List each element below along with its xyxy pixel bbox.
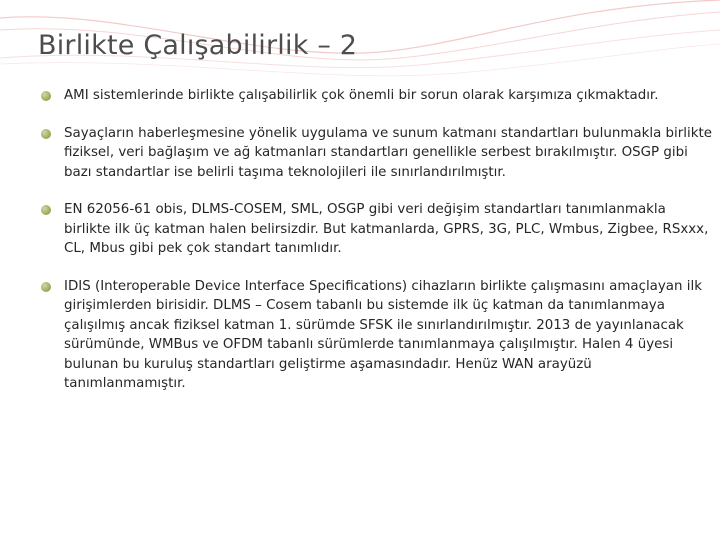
slide-title: Birlikte Çalışabilirlik – 2 <box>38 30 358 61</box>
bullet-text: AMI sistemlerinde birlikte çalışabilirlik çok önemli bir sorun olarak karşımıza çıkmaktadır. <box>64 88 659 103</box>
bullet-dot-icon <box>41 282 51 292</box>
bullet-text: EN 62056-61 obis, DLMS-COSEM, SML, OSGP gibi veri değişim standartları tanımlanmakla birlikte ilk üç katman halen belirsizdir. But katmanlarda, GPRS, 3G, PLC, Wmbus, Zigbee, RSxxx, CL, Mbus gibi pek çok standart tanımlıdır. <box>64 202 709 256</box>
bullet-dot-icon <box>41 205 51 215</box>
bullet-list <box>40 86 712 394</box>
bullet-dot-icon <box>41 91 51 101</box>
bullet-item <box>40 124 712 183</box>
bullet-text: IDIS (Interoperable Device Interface Specifications) cihazların birlikte çalışmasını amaçlayan ilk girişimlerden birisidir. DLMS – Cosem tabanlı bu sistemde ilk üç katman da tanımlanmaya çalışılmış ancak fiziksel katman 1. sürümde SFSK ile sınırlandırılmıştır. 2013 de yayınlanacak sürümünde, WMBus ve OFDM tabanlı sürümlerde tanımlanmaya çalışılmıştır. Halen 4 üyesi bulunan bu kuruluş standartları geliştirme aşamasındadır. Henüz WAN arayüzü tanımlanmamıştır. <box>64 278 702 391</box>
bullet-text: Sayaçların haberleşmesine yönelik uygulama ve sunum katmanı standartları bulunmakla birlikte fiziksel, veri bağlaşım ve ağ katmanları standartları genellikle serbest bırakılmıştır. OSGP gibi bazı standartlar ise belirli taşıma teknolojileri ile sınırlandırılmıştır. <box>64 125 712 180</box>
bullet-item <box>40 200 712 259</box>
bullet-item <box>40 277 712 394</box>
bullet-item <box>40 86 712 106</box>
bullet-dot-icon <box>41 129 51 139</box>
